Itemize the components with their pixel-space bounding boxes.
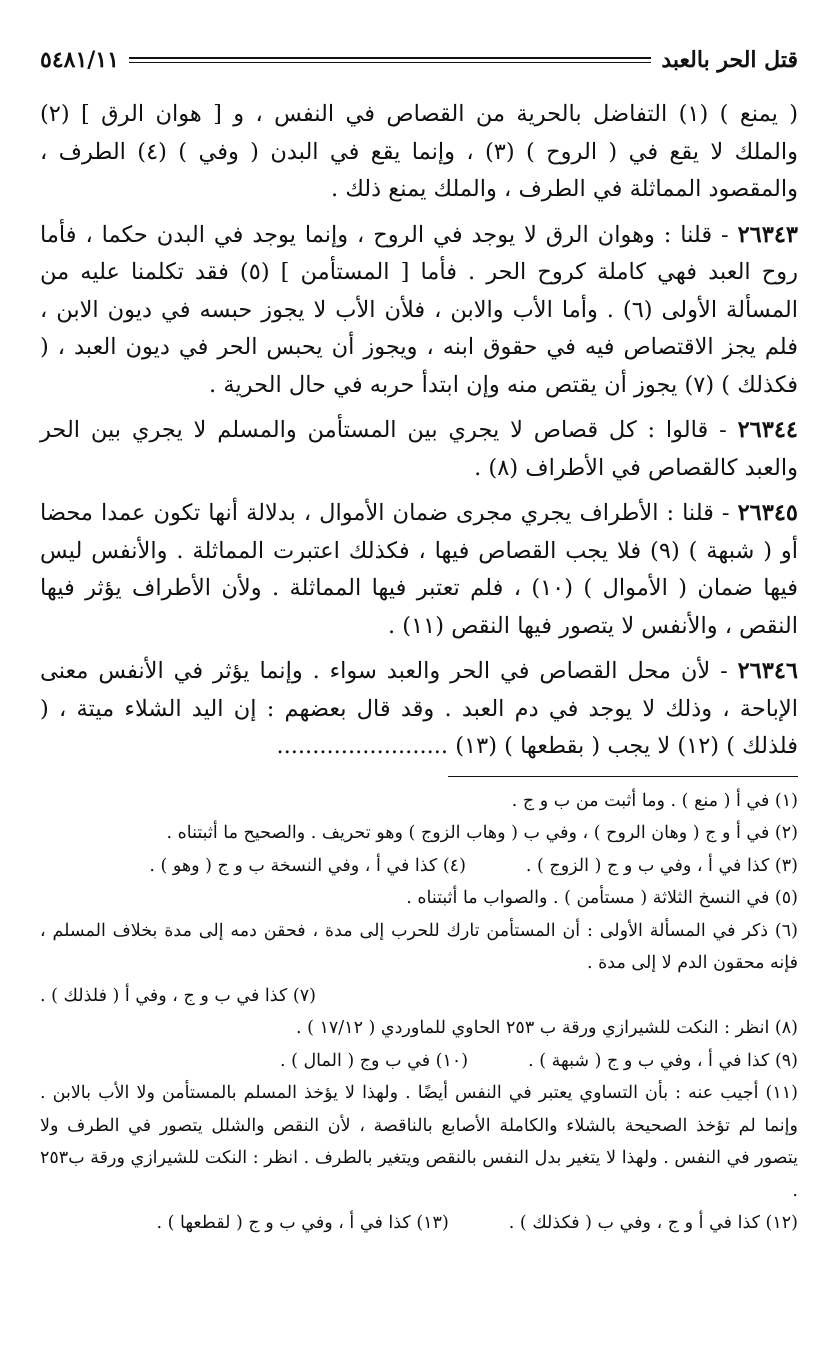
footnote: (٢) في أ و ج ( وهان الروح ) ، وفي ب ( وهاب الزوج ) وهو تحريف . والصحيح ما أثبتناه . xyxy=(166,823,798,843)
main-text xyxy=(40,96,798,766)
header-rule xyxy=(129,57,651,63)
footnote: (٤) كذا في أ ، وفي النسخة ب و ج ( وهو ) . xyxy=(149,855,466,876)
paragraph-text: - قلنا : وهوان الرق لا يوجد في الروح ، وإنما يوجد في البدن حكما ، فأما روح العبد فهي كاملة كروح الحر . فأما [ المستأمن ] (٥) فقد تكلمنا عليه من المسألة الأولى (٦) . وأما الأب والابن ، فلأن الأب لا يجوز حبسه في ديون الابن ، فلم يجز الاقتصاص فيه في حقوق ابنه ، ويجوز أن يحبس الحر في ديون العبد ، ( فكذلك ) (٧) يجوز أن يقتص منه وإن ابتدأ حربه في حال الحرية . xyxy=(40,221,799,398)
footnote-row xyxy=(40,1045,798,1078)
paragraph-text: - قلنا : الأطراف يجري مجرى ضمان الأموال ، بدلالة أنها تكون عمدا محضا أو ( شبهة ) (٩) فلا يجب القصاص فيها ، فكذلك اعتبرت المماثلة . والأنفس ليس فيها ضمان ( الأموال ) (١٠) ، فلم تعتبر فيها المماثلة . ولأن الأطراف يؤثر فيها النقص ، والأنفس لا يتصور فيها النقص (١١) . xyxy=(40,500,799,639)
footnote-row xyxy=(40,850,798,883)
paragraph-text: - لأن محل القصاص في الحر والعبد سواء . وإنما يؤثر في الأنفس معنى الإباحة ، وذلك لا يوجد في دم العبد . وقد قال بعضهم : إن اليد الشلاء ميتة ، ( فلذلك ) (١٢) لا يجب ( بقطعها ) (١٣) xyxy=(40,658,798,759)
page-header xyxy=(40,38,798,82)
footnote: (٩) كذا في أ ، وفي ب و ج ( شبهة ) . xyxy=(528,1050,798,1071)
paragraph xyxy=(40,217,798,405)
footnote: (٣) كذا في أ ، وفي ب و ج ( الزوج ) . xyxy=(525,855,798,876)
paragraph-number: ٢٦٣٤٣ xyxy=(737,221,798,248)
paragraph-text: - قالوا : كل قصاص لا يجري بين المستأمن والمسلم لا يجري بين الحر والعبد كالقصاص في الأطراف (٨) . xyxy=(40,417,798,481)
running-title: قتل الحر بالعبد xyxy=(661,47,798,73)
footnote: (٥) في النسخ الثلاثة ( مستأمن ) . والصواب ما أثبتناه . xyxy=(406,888,798,908)
footnotes xyxy=(40,785,798,1240)
footnote-row xyxy=(40,1207,798,1240)
footnote: (٧) كذا في ب و ج ، وفي أ ( فلذلك ) . xyxy=(40,985,316,1006)
footnote: (١٣) كذا في أ ، وفي ب و ج ( لقطعها ) . xyxy=(156,1213,449,1233)
footnote: (١٠) في ب وج ( المال ) . xyxy=(279,1050,469,1071)
footnote-separator xyxy=(448,776,798,777)
footnote: (١) في أ ( منع ) . وما أثبت من ب و ج . xyxy=(511,790,798,811)
paragraph-number: ٢٦٣٤٦ xyxy=(737,658,798,684)
paragraph xyxy=(40,495,798,645)
paragraph xyxy=(40,412,798,487)
footnote: (٦) ذكر في المسألة الأولى : أن المستأمن تارك للحرب إلى مدة ، فحقن دمه إلى مدة بخلاف المسلم ، فإنه محقون الدم لا إلى مدة . xyxy=(40,920,798,973)
footnote: (٨) انظر : النكت للشيرازي ورقة ب ٢٥٣ الحاوي للماوردي ( ١٧/١٢ ) . xyxy=(295,1018,798,1038)
paragraph xyxy=(40,96,798,209)
paragraph-number: ٢٦٣٤٤ xyxy=(737,417,798,443)
footnote: (١١) أجيب عنه : بأن التساوي يعتبر في النفس أيضًا . ولهذا لا يؤخذ المسلم بالمستأمن ولا الأب بالابن . وإنما لم تؤخذ الصحيحة بالشلاء والكاملة الأصابع بالناقصة ، لأن النقص والشلل يتصور في الطرف ولا يتصور في النفس . ولهذا لا يتغير بدل النفس بالنقص ويتغير بالطرف . انظر : النكت للشيرازي ورقة ب٢٥٣ . xyxy=(40,1083,798,1201)
paragraph-text: ( يمنع ) (١) التفاضل بالحرية من القصاص في النفس ، و [ هوان الرق ] (٢) والملك لا يقع في ( الروح ) (٣) ، وإنما يقع في البدن ( وفي ) (٤) الطرف ، والمقصود المماثلة في الطرف ، والملك يمنع ذلك . xyxy=(40,101,799,202)
footnote: (١٢) كذا في أ و ج ، وفي ب ( فكذلك ) . xyxy=(508,1213,798,1233)
page-reference: ٥٤٨١/١١ xyxy=(40,47,119,73)
paragraph xyxy=(40,653,798,766)
document-page xyxy=(40,38,798,1240)
paragraph-number: ٢٦٣٤٥ xyxy=(737,500,798,526)
continuation-dots: ........................ xyxy=(276,733,449,759)
